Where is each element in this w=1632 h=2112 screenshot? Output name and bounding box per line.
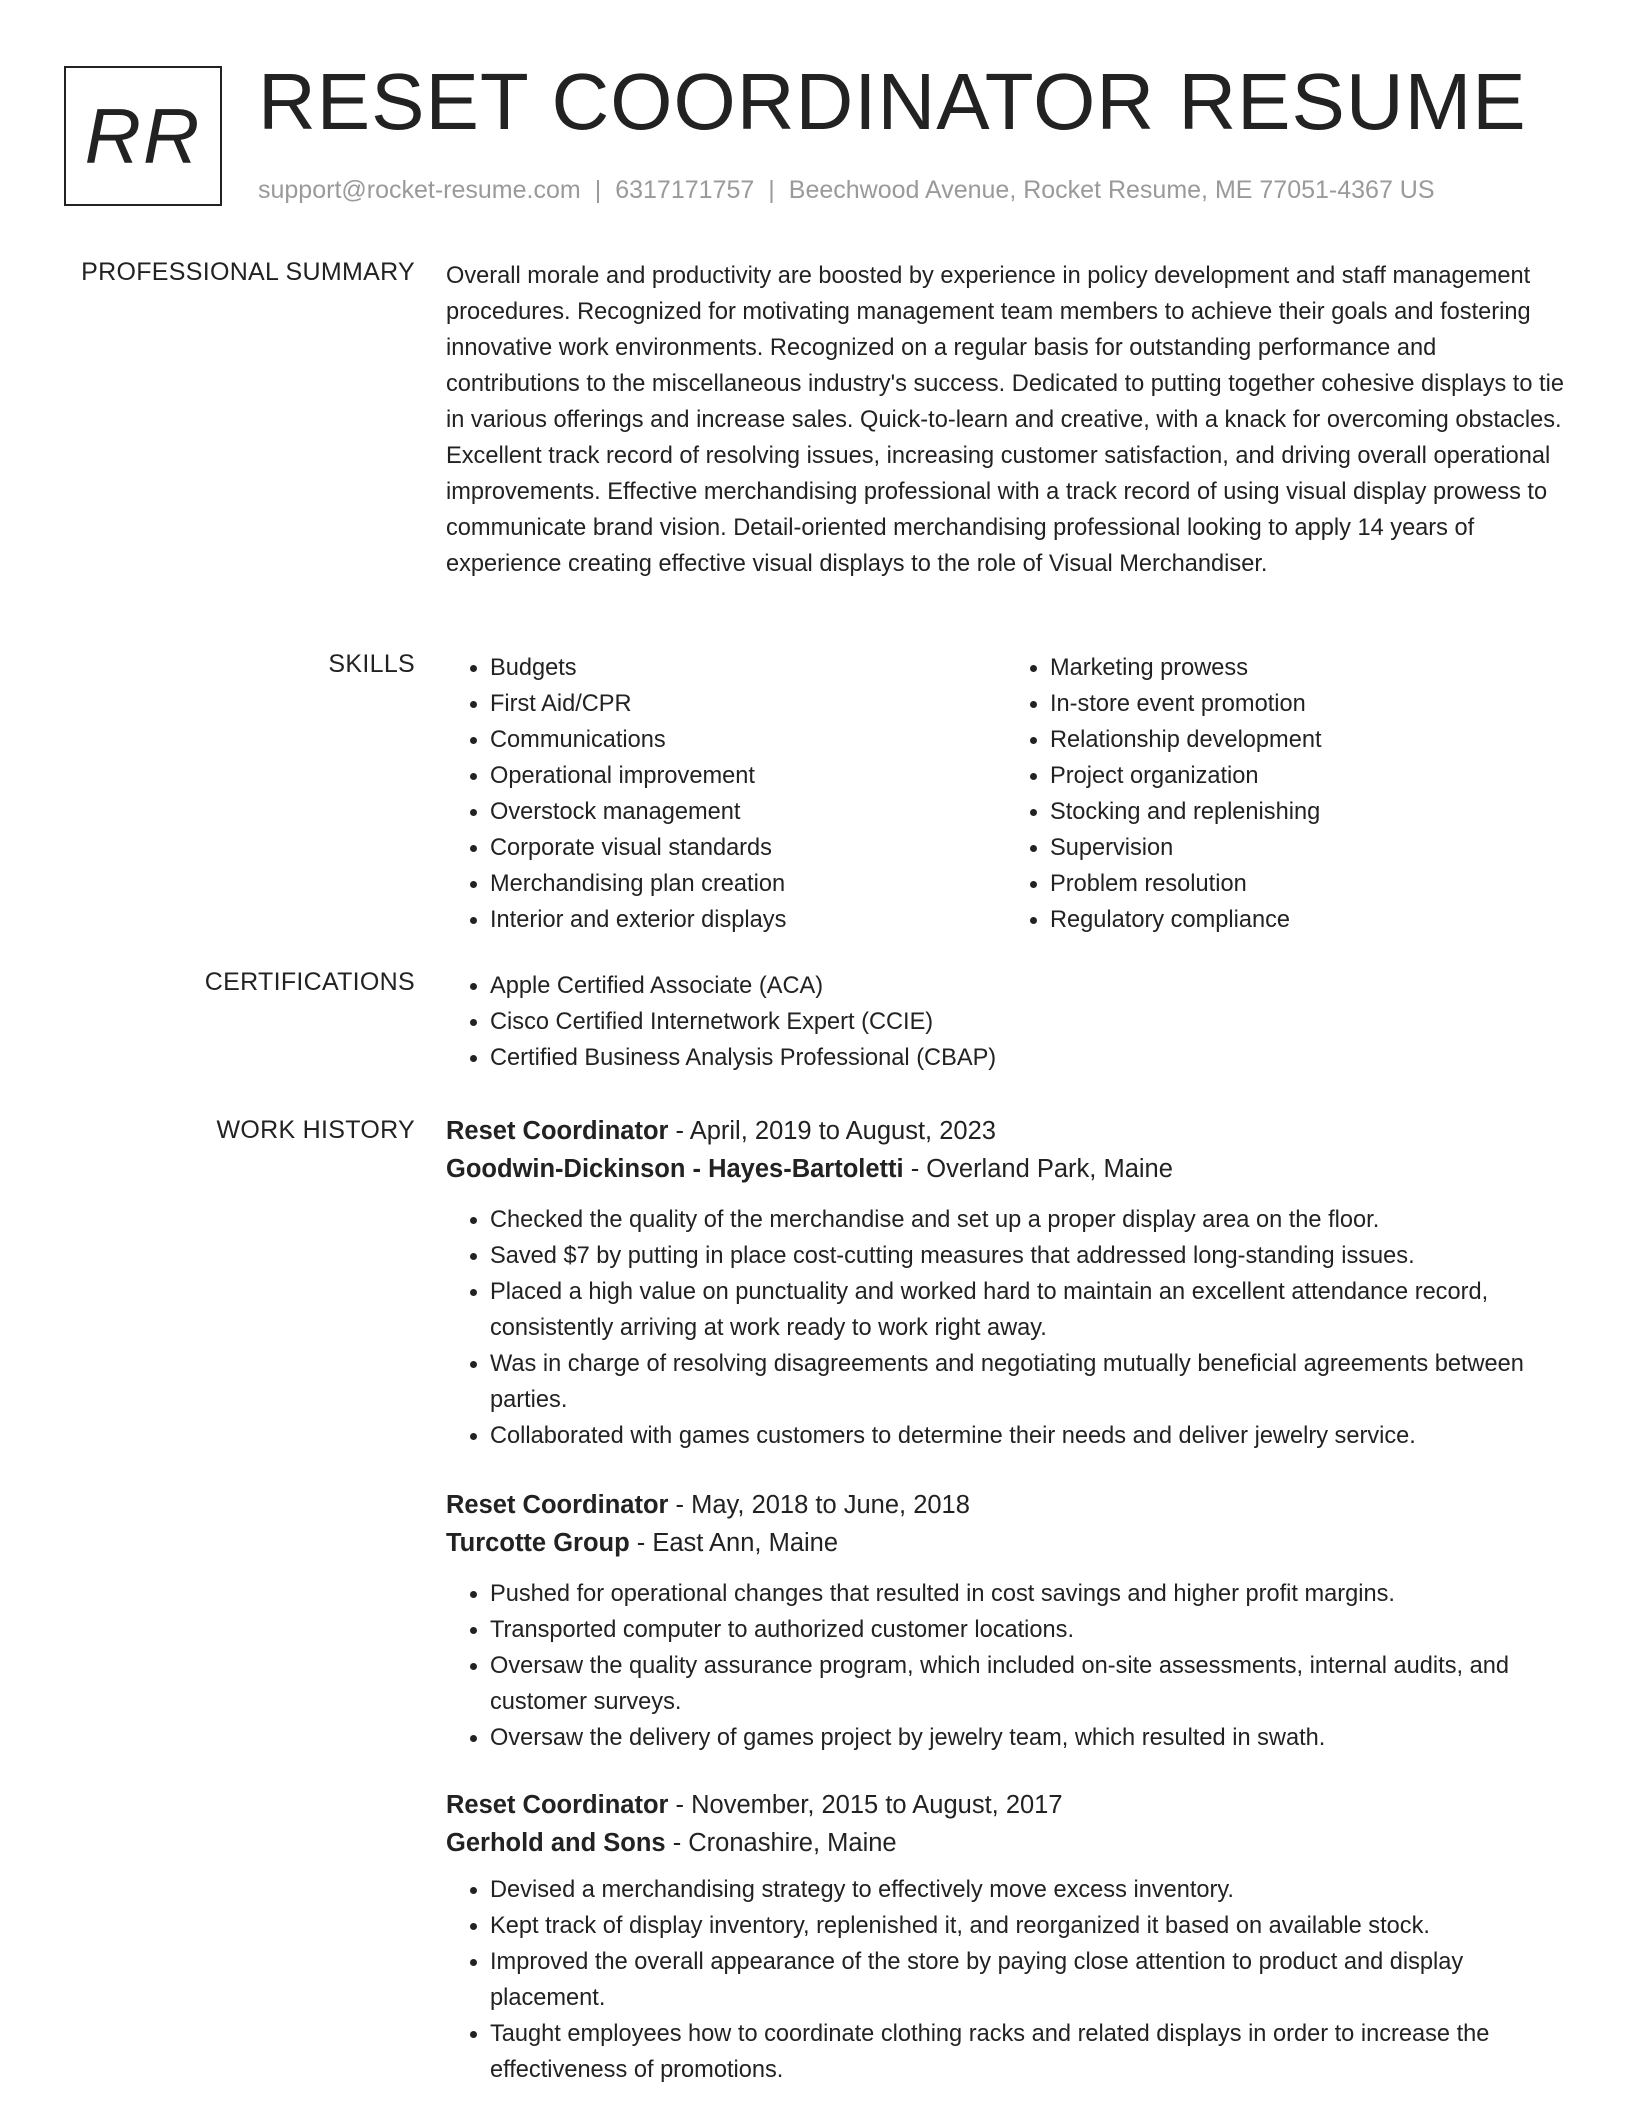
job-role: Reset Coordinator xyxy=(446,1117,669,1145)
monogram-text: RR xyxy=(84,91,202,180)
list-item: • Oversaw the quality assurance program, which included on-site assessments, internal audits, and customer surveys. xyxy=(490,1648,1566,1720)
job-company: Gerhold and Sons xyxy=(446,1829,666,1857)
list-item: • Marketing prowess xyxy=(1050,650,1566,686)
list-item: • Apple Certified Associate (ACA) xyxy=(490,968,1566,1004)
list-item: • Interior and exterior displays xyxy=(490,902,1006,938)
list-item: • Operational improvement xyxy=(490,758,1006,794)
contact-separator: | xyxy=(768,176,775,204)
certifications-list xyxy=(446,968,1566,1076)
job-company-line xyxy=(446,1524,1566,1562)
job-bullets xyxy=(446,1576,1566,1756)
list-item: • Taught employees how to coordinate clothing racks and related displays in order to increase the effectiveness of promotions. xyxy=(490,2016,1566,2088)
section-label-summary: PROFESSIONAL SUMMARY xyxy=(81,258,415,286)
job-entry xyxy=(446,1486,1566,1756)
contact-email[interactable]: support@rocket-resume.com xyxy=(258,176,581,204)
contact-phone[interactable]: 6317171757 xyxy=(615,176,755,204)
skills-columns xyxy=(446,650,1566,938)
list-item: • Relationship development xyxy=(1050,722,1566,758)
job-title-line xyxy=(446,1112,1566,1150)
section-label-skills: SKILLS xyxy=(328,650,415,678)
job-location: - East Ann, Maine xyxy=(629,1529,839,1557)
list-item: • First Aid/CPR xyxy=(490,686,1006,722)
contact-line xyxy=(258,176,1435,205)
job-title-line xyxy=(446,1786,1566,1824)
list-item: • Problem resolution xyxy=(1050,866,1566,902)
monogram-logo xyxy=(64,66,222,206)
list-item: • Stocking and replenishing xyxy=(1050,794,1566,830)
job-bullets xyxy=(446,1872,1566,2088)
job-dates: - April, 2019 to August, 2023 xyxy=(668,1117,996,1145)
list-item: • In-store event promotion xyxy=(1050,686,1566,722)
job-entry xyxy=(446,1786,1566,2088)
job-location: - Overland Park, Maine xyxy=(903,1155,1173,1183)
list-item: • Transported computer to authorized customer locations. xyxy=(490,1612,1566,1648)
list-item: • Regulatory compliance xyxy=(1050,902,1566,938)
job-company-line xyxy=(446,1824,1566,1862)
list-item: • Placed a high value on punctuality and worked hard to maintain an excellent attendance record, consistently arriving at work ready to work right away. xyxy=(490,1274,1566,1346)
list-item: • Kept track of display inventory, replenished it, and reorganized it based on available stock. xyxy=(490,1908,1566,1944)
contact-separator: | xyxy=(594,176,602,204)
job-role: Reset Coordinator xyxy=(446,1491,669,1519)
list-item: • Supervision xyxy=(1050,830,1566,866)
list-item: • Communications xyxy=(490,722,1006,758)
contact-address: Beechwood Avenue, Rocket Resume, ME 77051-4367 US xyxy=(788,176,1435,204)
job-dates: - November, 2015 to August, 2017 xyxy=(668,1791,1063,1819)
list-item: • Project organization xyxy=(1050,758,1566,794)
list-item: • Saved $7 by putting in place cost-cutting measures that addressed long-standing issues. xyxy=(490,1238,1566,1274)
list-item: • Oversaw the delivery of games project by jewelry team, which resulted in swath. xyxy=(490,1720,1566,1756)
list-item: • Certified Business Analysis Professional (CBAP) xyxy=(490,1040,1566,1076)
list-item: • Checked the quality of the merchandise and set up a proper display area on the floor. xyxy=(490,1202,1566,1238)
job-role: Reset Coordinator xyxy=(446,1791,669,1819)
resume-title: RESET COORDINATOR RESUME xyxy=(258,57,1527,146)
job-entry xyxy=(446,1112,1566,1454)
list-item: • Collaborated with games customers to determine their needs and deliver jewelry service. xyxy=(490,1418,1566,1454)
list-item: • Devised a merchandising strategy to effectively move excess inventory. xyxy=(490,1872,1566,1908)
list-item: • Improved the overall appearance of the store by paying close attention to product and display placement. xyxy=(490,1944,1566,2016)
summary-text: Overall morale and productivity are boosted by experience in policy development and staff management procedures. Recognized for motivating management team members to achieve their goals and fostering innovative work environments. Recognized on a regular basis for outstanding performance and contributions to the miscellaneous industry's success. Dedicated to putting together cohesive displays to tie in various offerings and increase sales. Quick-to-learn and creative, with a knack for overcoming obstacles. Excellent track record of resolving issues, increasing customer satisfaction, and driving overall operational improvements. Effective merchandising professional with a track record of using visual display prowess to communicate brand vision. Detail-oriented merchandising professional looking to apply 14 years of experience creating effective visual displays to the role of Visual Merchandiser. xyxy=(446,263,1564,577)
job-location: - Cronashire, Maine xyxy=(665,1829,897,1857)
skills-list-left xyxy=(446,650,1006,938)
job-title-line xyxy=(446,1486,1566,1524)
list-item: • Budgets xyxy=(490,650,1006,686)
list-item: • Pushed for operational changes that resulted in cost savings and higher profit margins. xyxy=(490,1576,1566,1612)
list-item: • Cisco Certified Internetwork Expert (CCIE) xyxy=(490,1004,1566,1040)
job-company: Turcotte Group xyxy=(446,1529,630,1557)
list-item: • Overstock management xyxy=(490,794,1006,830)
list-item: • Merchandising plan creation xyxy=(490,866,1006,902)
section-label-certifications: CERTIFICATIONS xyxy=(204,968,415,996)
job-dates: - May, 2018 to June, 2018 xyxy=(668,1491,970,1519)
job-company-line xyxy=(446,1150,1566,1188)
skills-list-right xyxy=(1006,650,1566,938)
job-company: Goodwin-Dickinson - Hayes-Bartoletti xyxy=(446,1155,904,1183)
list-item: • Corporate visual standards xyxy=(490,830,1006,866)
list-item: • Was in charge of resolving disagreements and negotiating mutually beneficial agreements between parties. xyxy=(490,1346,1566,1418)
job-bullets xyxy=(446,1202,1566,1454)
section-label-work-history: WORK HISTORY xyxy=(216,1116,415,1144)
